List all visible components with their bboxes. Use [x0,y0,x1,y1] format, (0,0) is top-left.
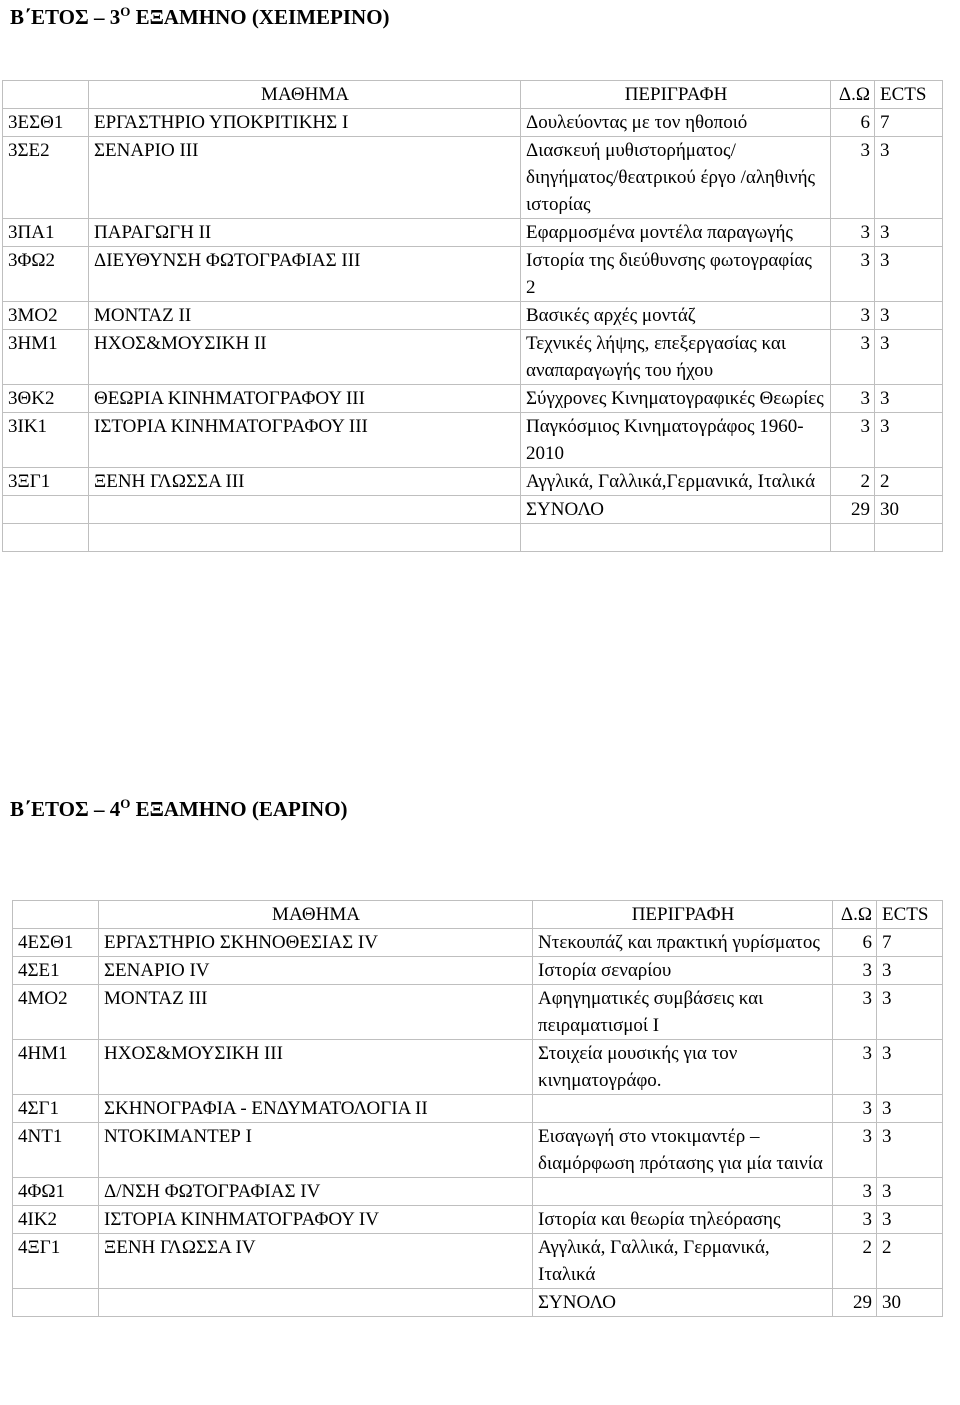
course-hours: 3 [831,330,875,385]
total-row [13,1289,943,1317]
course-ects: 3 [877,985,943,1040]
course-title: ΗΧΟΣ&ΜΟΥΣΙΚΗ ΙΙΙ [99,1040,533,1095]
course-title: ΞΕΝΗ ΓΛΩΣΣΑ ΙV [99,1234,533,1289]
total-course-cell [89,496,521,524]
course-hours: 3 [833,1206,877,1234]
course-ects: 3 [877,1040,943,1095]
table-row [3,109,943,137]
total-label: ΣΥΝΟΛΟ [521,496,831,524]
table-row [13,1040,943,1095]
course-description: Σύγχρονες Κινηματογραφικές Θεωρίες [521,385,831,413]
course-code: 4ΞΓ1 [13,1234,99,1289]
total-code-cell [13,1289,99,1317]
course-description: Αγγλικά, Γαλλικά,Γερμανικά, Ιταλικά [521,468,831,496]
semester-4-heading-suffix: ΕΞΑΜΗΝΟ (ΕΑΡΙΝΟ) [130,797,348,821]
course-code: 4ΣΕ1 [13,957,99,985]
header-ects: ECTS [877,901,943,929]
table-row [3,247,943,302]
course-ects: 7 [877,929,943,957]
total-hours: 29 [833,1289,877,1317]
course-title: ΠΑΡΑΓΩΓΗ ΙΙ [89,219,521,247]
course-ects: 3 [875,137,943,219]
table-row [3,302,943,330]
course-ects: 3 [877,1178,943,1206]
course-ects: 3 [875,330,943,385]
course-code: 3ΠΑ1 [3,219,89,247]
course-title: ΜΟΝΤΑΖ ΙΙ [89,302,521,330]
header-hours: Δ.Ω [831,81,875,109]
course-description [533,1095,833,1123]
table-row [3,330,943,385]
table-header-row [13,901,943,929]
course-ects: 3 [875,385,943,413]
course-ects: 3 [877,957,943,985]
course-title: ΝΤΟΚΙΜΑΝΤΕΡ Ι [99,1123,533,1178]
empty-cell [831,524,875,552]
course-description: Δουλεύοντας με τον ηθοποιό [521,109,831,137]
course-title: ΞΕΝΗ ΓΛΩΣΣΑ ΙΙΙ [89,468,521,496]
course-title: ΔΙΕΥΘΥΝΣΗ ΦΩΤΟΓΡΑΦΙΑΣ ΙΙΙ [89,247,521,302]
course-hours: 3 [833,1123,877,1178]
empty-cell [521,524,831,552]
course-title: ΗΧΟΣ&ΜΟΥΣΙΚΗ ΙΙ [89,330,521,385]
semester-3-table [2,80,943,552]
header-course: ΜΑΘΗΜΑ [89,81,521,109]
header-course: ΜΑΘΗΜΑ [99,901,533,929]
table-row [13,1095,943,1123]
course-hours: 3 [831,302,875,330]
course-hours: 3 [833,985,877,1040]
course-code: 4ΕΣΘ1 [13,929,99,957]
course-title: ΜΟΝΤΑΖ ΙΙΙ [99,985,533,1040]
total-hours: 29 [831,496,875,524]
course-title: ΙΣΤΟΡΙΑ ΚΙΝΗΜΑΤΟΓΡΑΦΟΥ ΙV [99,1206,533,1234]
header-code [13,901,99,929]
course-description: Ντεκουπάζ και πρακτική γυρίσματος [533,929,833,957]
course-description: Τεχνικές λήψης, επεξεργασίας και αναπαραγωγής του ήχου [521,330,831,385]
course-ects: 2 [877,1234,943,1289]
course-code: 4ΣΓ1 [13,1095,99,1123]
course-description: Ιστορία σεναρίου [533,957,833,985]
total-ects: 30 [877,1289,943,1317]
semester-3-heading-prefix: Β΄ΕΤΟΣ – 3 [10,5,121,29]
course-description: Βασικές αρχές μοντάζ [521,302,831,330]
total-course-cell [99,1289,533,1317]
table-row [13,957,943,985]
semester-4-heading-sup: Ο [120,796,131,811]
course-hours: 3 [831,413,875,468]
course-ects: 7 [875,109,943,137]
course-title: ΣΕΝΑΡΙΟ ΙV [99,957,533,985]
course-title: ΣΚΗΝΟΓΡΑΦΙΑ - ΕΝΔΥΜΑΤΟΛΟΓΙΑ ΙΙ [99,1095,533,1123]
course-ects: 2 [875,468,943,496]
total-label: ΣΥΝΟΛΟ [533,1289,833,1317]
empty-cell [3,524,89,552]
course-title: ΙΣΤΟΡΙΑ ΚΙΝΗΜΑΤΟΓΡΑΦΟΥ ΙΙΙ [89,413,521,468]
course-ects: 3 [877,1123,943,1178]
course-hours: 3 [833,1178,877,1206]
semester-4-heading [10,792,348,821]
table-header-row [3,81,943,109]
table-row [13,929,943,957]
course-description: Ιστορία της διεύθυνσης φωτογραφίας 2 [521,247,831,302]
course-description: Αφηγηματικές συμβάσεις και πειραματισμοί Ι [533,985,833,1040]
total-row [3,496,943,524]
table-row [13,1178,943,1206]
course-code: 3ΘΚ2 [3,385,89,413]
course-description: Διασκευή μυθιστορήματος/διηγήματος/θεατρικού έργο /αληθινής ιστορίας [521,137,831,219]
course-description: Εφαρμοσμένα μοντέλα παραγωγής [521,219,831,247]
table-row [3,468,943,496]
course-hours: 3 [831,247,875,302]
header-code [3,81,89,109]
course-code: 3ΦΩ2 [3,247,89,302]
course-code: 3ΞΓ1 [3,468,89,496]
header-description: ΠΕΡΙΓΡΑΦΗ [533,901,833,929]
course-title: ΕΡΓΑΣΤΗΡΙΟ ΣΚΗΝΟΘΕΣΙΑΣ ΙV [99,929,533,957]
course-code: 3ΗΜ1 [3,330,89,385]
header-description: ΠΕΡΙΓΡΑΦΗ [521,81,831,109]
course-description: Εισαγωγή στο ντοκιμαντέρ – διαμόρφωση πρότασης για μία ταινία [533,1123,833,1178]
course-hours: 6 [831,109,875,137]
total-code-cell [3,496,89,524]
table-row [3,219,943,247]
course-hours: 2 [831,468,875,496]
course-hours: 3 [833,957,877,985]
semester-4-table [12,900,943,1317]
course-title: ΣΕΝΑΡΙΟ ΙΙΙ [89,137,521,219]
course-code: 3ΜΟ2 [3,302,89,330]
header-hours: Δ.Ω [833,901,877,929]
course-description: Αγγλικά, Γαλλικά, Γερμανικά, Ιταλικά [533,1234,833,1289]
course-code: 3ΕΣΘ1 [3,109,89,137]
course-code: 4ΜΟ2 [13,985,99,1040]
course-title: ΕΡΓΑΣΤΗΡΙΟ ΥΠΟΚΡΙΤΙΚΗΣ Ι [89,109,521,137]
course-hours: 3 [833,1095,877,1123]
table-row [3,385,943,413]
course-code: 4ΦΩ1 [13,1178,99,1206]
semester-3-heading [10,0,390,29]
semester-4-heading-prefix: Β΄ΕΤΟΣ – 4 [10,797,121,821]
course-title: ΘΕΩΡΙΑ ΚΙΝΗΜΑΤΟΓΡΑΦΟΥ ΙΙΙ [89,385,521,413]
course-title: Δ/ΝΣΗ ΦΩΤΟΓΡΑΦΙΑΣ ΙV [99,1178,533,1206]
course-hours: 3 [833,1040,877,1095]
table-row [3,413,943,468]
course-hours: 3 [831,137,875,219]
course-description: Ιστορία και θεωρία τηλεόρασης [533,1206,833,1234]
course-ects: 3 [877,1206,943,1234]
course-ects: 3 [875,247,943,302]
course-hours: 3 [831,219,875,247]
empty-cell [875,524,943,552]
course-ects: 3 [875,302,943,330]
course-code: 3ΙΚ1 [3,413,89,468]
course-description [533,1178,833,1206]
table-row [3,137,943,219]
course-ects: 3 [875,413,943,468]
table-row [13,1234,943,1289]
table-row [13,1206,943,1234]
total-ects: 30 [875,496,943,524]
course-code: 3ΣΕ2 [3,137,89,219]
course-hours: 6 [833,929,877,957]
course-code: 4ΗΜ1 [13,1040,99,1095]
course-description: Στοιχεία μουσικής για τον κινηματογράφο. [533,1040,833,1095]
course-code: 4ΙΚ2 [13,1206,99,1234]
course-hours: 3 [831,385,875,413]
course-description: Παγκόσμιος Κινηματογράφος 1960-2010 [521,413,831,468]
semester-3-heading-sup: Ο [120,4,131,19]
course-ects: 3 [877,1095,943,1123]
empty-row [3,524,943,552]
empty-cell [89,524,521,552]
course-hours: 2 [833,1234,877,1289]
semester-3-heading-suffix: ΕΞΑΜΗΝΟ (ΧΕΙΜΕΡΙΝΟ) [130,5,390,29]
course-code: 4ΝΤ1 [13,1123,99,1178]
header-ects: ECTS [875,81,943,109]
table-row [13,1123,943,1178]
table-row [13,985,943,1040]
course-ects: 3 [875,219,943,247]
